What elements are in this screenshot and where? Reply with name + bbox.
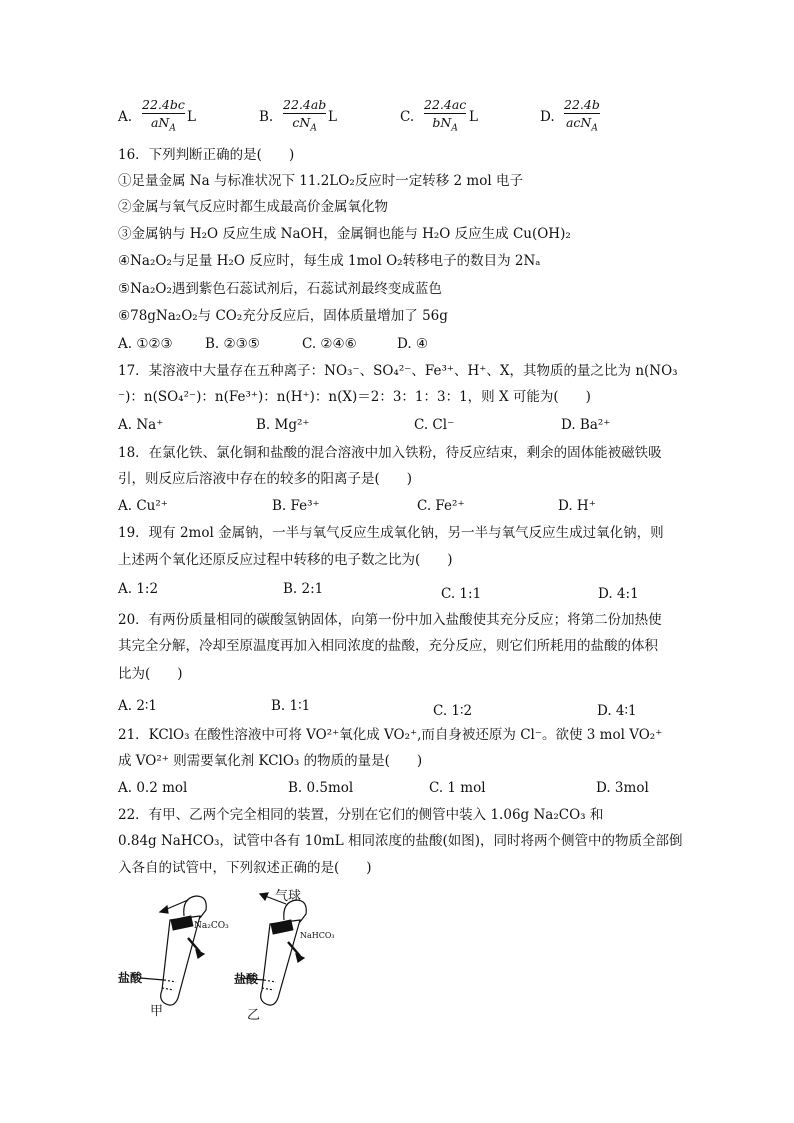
q16-item-2: ②金属与氧气反应时都生成最高价金属氧化物	[118, 199, 388, 215]
q20-option-b: B. 1∶1	[271, 698, 311, 714]
q15-option-a-unit: L	[187, 109, 196, 125]
q17-line-2: ⁻)：n(SO₄²⁻)：n(Fe³⁺)：n(H⁺)：n(X)＝2：3：1：3：1，则 X 可能为( )	[118, 389, 591, 405]
q16-option-d: D. ④	[397, 336, 429, 352]
q16-option-a: A. ①②③	[118, 336, 173, 352]
balloon-label: 气球	[275, 889, 302, 904]
q21-line-1: 21．KClO₃ 在酸性溶液中可将 VO²⁺氧化成 VO₂⁺,而自身被还原为 Cl⁻。欲使 3 mol VO₂⁺	[118, 727, 663, 743]
q17-option-b: B. Mg²⁺	[256, 417, 310, 433]
q15-option-c-letter: C.	[400, 109, 415, 125]
apparatus-right	[240, 893, 306, 1005]
q15-option-d-fraction: 22.4b acN$_A$	[564, 97, 600, 134]
q15-option-b-fraction: 22.4ab $cN_A$	[283, 97, 327, 134]
q16-item-6: ⑥78gNa₂O₂与 CO₂充分反应后，固体质量增加了 56g	[118, 308, 448, 324]
q15-option-d-letter: D.	[540, 109, 555, 125]
q15-option-a-letter: A.	[118, 109, 133, 125]
q20-line-1: 20．有两份质量相同的碳酸氢钠固体，向第一份中加入盐酸使其充分反应；将第二份加热使	[118, 612, 662, 628]
q19-line-2: 上述两个氧化还原反应过程中转移的电子数之比为( )	[118, 552, 453, 568]
right-reagent-label: NaHCO₃	[300, 931, 335, 940]
right-caption: 乙	[247, 1008, 261, 1023]
q15-option-b-letter: B.	[259, 109, 274, 125]
q18-option-a: A. Cu²⁺	[118, 498, 168, 514]
q22-line-3: 入各自的试管中，下列叙述正确的是( )	[118, 860, 372, 876]
q17-line-1: 17．某溶液中大量存在五种离子：NO₃⁻、SO₄²⁻、Fe³⁺、H⁺、X，其物质的量之比为 n(NO₃	[118, 363, 678, 379]
q18-line-1: 18．在氯化铁、氯化铜和盐酸的混合溶液中加入铁粉，待反应结束，剩余的固体能被磁铁吸	[118, 445, 662, 461]
q20-line-2: 其完全分解，冷却至原温度再加入相同浓度的盐酸，充分反应，则它们所耗用的盐酸的体积	[118, 638, 658, 654]
q21-option-c: C. 1 mol	[429, 780, 486, 796]
q16-option-c: C. ②④⑥	[302, 336, 357, 352]
q16-item-4: ④Na₂O₂与足量 H₂O 反应时，每生成 1mol O₂转移电子的数目为 2Nₐ	[118, 253, 541, 269]
q19-option-b: B. 2:1	[283, 581, 324, 597]
q19-option-c: C. 1:1	[441, 586, 482, 602]
q17-option-c: C. Cl⁻	[414, 417, 455, 433]
q18-line-2: 引，则反应后溶液中存在的较多的阳离子是( )	[118, 471, 413, 487]
q22-line-1: 22．有甲、乙两个完全相同的装置，分别在它们的侧管中装入 1.06g Na₂CO₃ 和	[118, 807, 604, 823]
q20-option-c: C. 1∶2	[433, 703, 473, 719]
q15-option-b-unit: L	[328, 109, 337, 125]
q20-option-a: A. 2∶1	[118, 698, 158, 714]
q18-option-d: D. H⁺	[558, 498, 596, 514]
q21-option-d: D. 3mol	[596, 780, 649, 796]
q21-option-a: A. 0.2 mol	[118, 780, 188, 796]
left-acid-label: 盐酸	[118, 971, 143, 985]
q15-option-a-fraction: 22.4bc $aN_A$	[142, 97, 185, 134]
q17-option-d: D. Ba²⁺	[561, 417, 611, 433]
q21-line-2: 成 VO²⁺ 则需要氧化剂 KClO₃ 的物质的量是( )	[118, 753, 423, 769]
q16-option-b: B. ②③⑤	[205, 336, 260, 352]
q22-line-2: 0.84g NaHCO₃，试管中各有 10mL 相同浓度的盐酸(如图)，同时将两个侧管中的物质全部倒	[118, 833, 683, 849]
q15-option-c-unit: L	[469, 109, 478, 125]
q19-line-1: 19．现有 2mol 金属钠，一半与氧气反应生成氧化钠，另一半与氧气反应生成过氧化钠，则	[118, 525, 664, 541]
right-acid-label: 盐酸	[234, 972, 259, 986]
q16-item-5: ⑤Na₂O₂遇到紫色石蕊试剂后，石蕊试剂最终变成蓝色	[118, 281, 442, 297]
apparatus-left	[140, 896, 206, 1005]
q18-option-c: C. Fe²⁺	[417, 498, 465, 514]
q16-item-3: ③金属钠与 H₂O 反应生成 NaOH，金属铜也能与 H₂O 反应生成 Cu(OH)₂	[118, 226, 571, 242]
q21-option-b: B. 0.5mol	[288, 780, 354, 796]
q20-option-d: D. 4∶1	[597, 703, 637, 719]
q17-option-a: A. Na⁺	[118, 417, 164, 433]
q15-option-c-fraction: 22.4ac $bN_A$	[424, 97, 467, 134]
q19-option-d: D. 4:1	[598, 586, 639, 602]
left-reagent-label: Na₂CO₃	[194, 921, 229, 931]
q16-stem: 16．下列判断正确的是( )	[118, 147, 295, 163]
q18-option-b: B. Fe³⁺	[272, 498, 320, 514]
q20-line-3: 比为( )	[118, 666, 183, 682]
q16-item-1: ①足量金属 Na 与标准状况下 11.2LO₂反应时一定转移 2 mol 电子	[118, 173, 523, 189]
left-caption: 甲	[150, 1004, 164, 1019]
q19-option-a: A. 1:2	[118, 581, 159, 597]
apparatus-figure	[110, 880, 340, 1020]
